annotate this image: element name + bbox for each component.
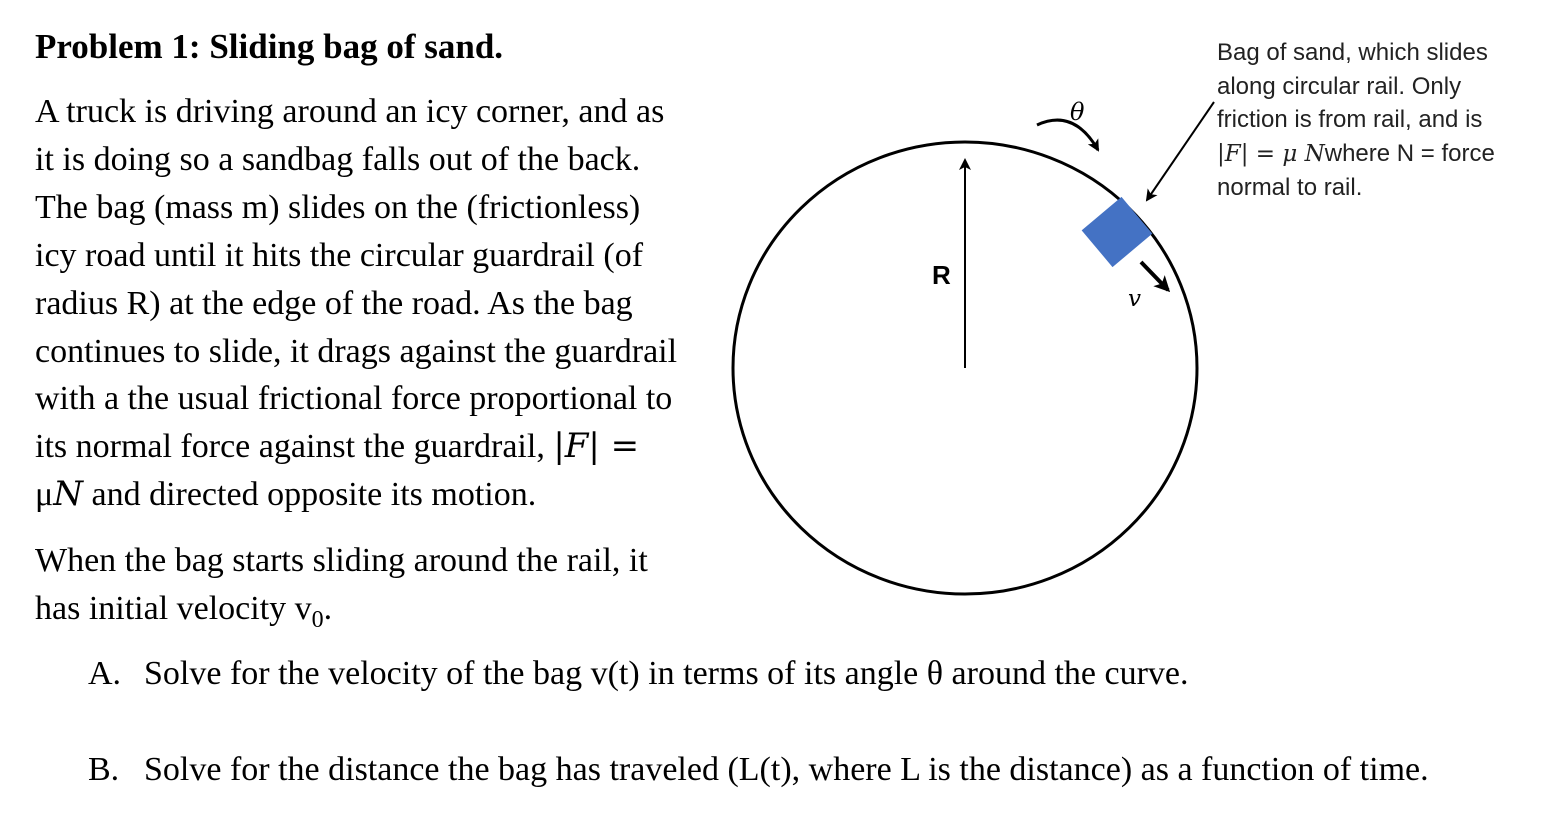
problem-title: Problem 1: Sliding bag of sand. <box>35 27 504 66</box>
description-line: continues to slide, it drags against the guardrail <box>35 332 678 370</box>
description-line-text: its normal force against the guardrail, <box>35 428 545 466</box>
description-line: icy road until it hits the circular guardrail (of <box>35 236 644 274</box>
initial-velocity-period: . <box>323 589 333 627</box>
question-b-text: Solve for the distance the bag has traveled (L(t), where L is the distance) as a function of time. <box>144 751 1429 788</box>
normal-force-symbol: N <box>53 474 83 515</box>
initial-condition-line: When the bag starts sliding around the rail, it <box>35 542 648 579</box>
description-line: it is doing so a sandbag falls out of the back. <box>35 140 641 178</box>
description-line: The bag (mass m) slides on the (frictionless) <box>35 188 641 226</box>
description-line: radius R) at the edge of the road. As the bag <box>35 284 633 322</box>
sandbag <box>1082 197 1153 267</box>
annotation-line: friction is from rail, and is <box>1217 106 1483 133</box>
description-line: with a the usual frictional force proportional to <box>35 380 673 418</box>
description-line-end: and directed opposite its motion. <box>82 476 537 514</box>
initial-velocity-text: has initial velocity v <box>35 589 312 627</box>
question-a-text: Solve for the velocity of the bag v(t) in terms of its angle θ around the curve. <box>144 655 1189 692</box>
annotation-formula-rest: where N = force <box>1324 139 1495 167</box>
annotation-line: along circular rail. Only <box>1217 72 1462 100</box>
annotation-friction-formula: |F| = μ N <box>1217 140 1325 167</box>
velocity-label: v <box>1128 286 1141 312</box>
description-line: A truck is driving around an icy corner, and as <box>35 93 665 130</box>
annotation-line: normal to rail. <box>1217 174 1363 201</box>
mu-symbol: μ <box>35 476 54 514</box>
velocity-arrow <box>1141 262 1168 290</box>
question-b-marker: B. <box>88 751 120 788</box>
radius-label: R <box>932 260 951 290</box>
initial-velocity-subscript: 0 <box>311 606 324 633</box>
friction-formula: |F| = <box>553 426 640 467</box>
angle-arrow <box>1037 120 1098 150</box>
angle-label: θ <box>1070 98 1085 126</box>
annotation-line: Bag of sand, which slides <box>1217 39 1488 66</box>
annotation-pointer <box>1147 102 1214 200</box>
question-a-marker: A. <box>88 655 122 692</box>
